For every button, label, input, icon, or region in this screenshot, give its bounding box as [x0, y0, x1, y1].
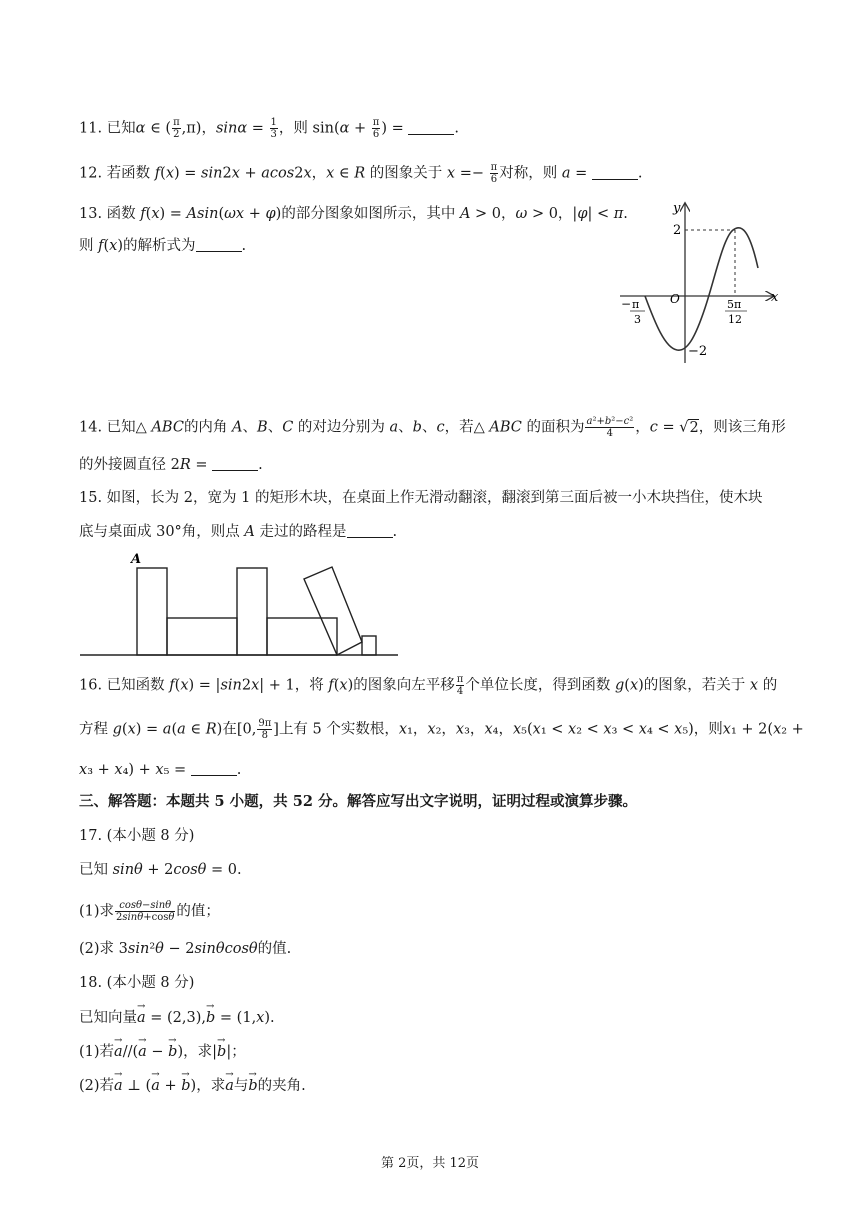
q17-p1a: (1)求 [79, 903, 115, 920]
question-18-head: 18. (本小题 8 分) [79, 975, 195, 991]
q15-end: . [392, 524, 398, 540]
q16-line2d: ，则 [693, 721, 723, 738]
x-left-sign: − [621, 297, 632, 311]
block-position-4 [267, 618, 337, 655]
answer-blank[interactable] [347, 523, 393, 538]
q17-p2b: 的值. [257, 941, 292, 957]
block-position-5 [304, 567, 362, 655]
q12-mid1: ， [311, 165, 327, 182]
question-17-head: 17. (本小题 8 分) [79, 828, 195, 844]
q14-end: . [258, 457, 263, 473]
q18-p1c: ； [231, 1044, 246, 1060]
q12-mid3: 对称，则 [499, 165, 562, 182]
q18-p1b: ，求 [183, 1044, 213, 1060]
q14-prefix: 14. 已知△ [79, 419, 152, 436]
question-18-part1: (1)若→ a//(→ a − → b)，求|→ b|； [79, 1042, 246, 1062]
q14-line2: 的外接圆直径 [79, 457, 171, 473]
question-12: 12. 若函数 f(x) = sin2x + acos2x，x ∈ R 的图象关于 x =− $\frac{\pi}{6}$ 对称，则 a = . [79, 162, 643, 185]
x-axis-label: x [771, 290, 779, 305]
question-13: 13. 函数 f(x) = Asin(ωx + φ)的部分图象如图所示，其中 A > 0，ω > 0，|φ| < π. [79, 206, 628, 222]
y-min-label: −2 [688, 344, 708, 359]
block-position-1 [137, 568, 167, 655]
q14-t6: ，则该三角形 [698, 419, 786, 436]
q17-p1b: 的值； [176, 903, 220, 920]
q16-end: . [236, 762, 242, 778]
q14-t2: 的对边分别为 [293, 419, 390, 436]
question-17-part2: (2)求 3sin²θ − 2sinθcosθ的值. [79, 941, 292, 957]
q12-end: . [637, 165, 643, 182]
q12-mid2: 的图象关于 [365, 165, 447, 182]
rolling-block-figure [78, 548, 408, 660]
question-18-given: 已知向量→ a = (2,3),→ b = (1,x). [79, 1008, 275, 1028]
x-right-den: 12 [728, 313, 742, 326]
point-a-label: A [131, 552, 142, 567]
answer-blank[interactable] [212, 456, 258, 471]
x-left-num: π [632, 298, 640, 311]
origin-label: O [670, 292, 680, 306]
x-right-num: 5π [727, 298, 742, 311]
q16-t3: 个单位长度，得到函数 [465, 677, 615, 694]
q16-t5: 的 [758, 677, 778, 694]
small-stopper-block [362, 636, 376, 655]
question-14: 14. 已知△ ABC的内角 A、B、C 的对边分别为 a、b、c，若△ ABC 的面积为 $\frac{\text{a²+b²−c²}}{4}$ ，c = √2，则该三角形 [79, 416, 786, 439]
q13-mid: 的部分图象如图所示，其中 [281, 206, 460, 222]
block-position-3 [237, 568, 267, 655]
q12-prefix: 12. 若函数 [79, 165, 155, 182]
q18-p2b: ，求 [196, 1078, 226, 1094]
q11-then: ，则 [278, 120, 313, 137]
q16-line2c: 上有 5 个实数根， [278, 721, 399, 738]
q11-end: . [454, 120, 459, 137]
q15-line2b: 走过的路程是 [254, 524, 347, 540]
sine-curve [645, 228, 758, 350]
q16-t4: 的图象，若关于 [643, 677, 750, 694]
answer-blank[interactable] [191, 761, 237, 776]
x-left-den: 3 [634, 313, 641, 326]
q16-t1: ，将 [294, 677, 329, 694]
page-footer: 第 2页，共 12页 [380, 1156, 480, 1171]
q17-given-a: 已知 [79, 862, 113, 878]
q18-given-a: 已知向量 [79, 1010, 137, 1026]
question-13-line2: 则 f(x)的解析式为 . [79, 238, 247, 254]
q14-t1: 的内角 [183, 419, 233, 436]
question-15: 15. 如图，长为 2，宽为 1 的矩形木块，在桌面上作无滑动翻滚，翻滚到第三面后被一小木块挡住，使木块 [79, 490, 763, 506]
question-15-line2: 底与桌面成 30°角，则点 A 走过的路程是 . [79, 524, 398, 540]
question-17-part1: (1)求 $\frac{\cos\theta-\sin\theta}{2\sin\theta+\cos\theta}$ 的值； [79, 900, 220, 923]
block-position-2 [167, 618, 237, 655]
y-axis-label: y [673, 201, 681, 216]
section-3-heading: 三、解答题：本题共 5 小题，共 52 分。解答应写出文字说明，证明过程或演算步骤。 [79, 793, 637, 810]
q11-mid: ， [201, 120, 216, 137]
q13-end: . [241, 238, 247, 254]
q16-line2b: 在 [222, 721, 237, 738]
question-17-given: 已知 sinθ + 2cosθ = 0. [79, 862, 242, 878]
question-16-line2: 方程 g(x) = a(a ∈ R)在[0, $\frac{9\pi}{8}$ ]上有 5 个实数根，x₁，x₂，x₃，x₄，x₅(x₁ < x₂ < x₃ < x₄ < x₅)，则x₁ + 2(x₂ + [79, 718, 804, 741]
q14-t4: 的面积为 [521, 419, 585, 436]
q13-line2b: 的解析式为 [123, 238, 196, 254]
answer-blank[interactable] [592, 165, 638, 180]
q18-p1a: (1)若 [79, 1044, 115, 1060]
q11-prefix: 11. 已知 [79, 120, 136, 137]
question-14-line2: 的外接圆直径 2R = . [79, 457, 263, 473]
q16-line2a: 方程 [79, 721, 113, 738]
q16-prefix: 16. 已知函数 [79, 677, 170, 694]
q18-p2a: (2)若 [79, 1078, 115, 1094]
question-16-line3: x₃ + x₄) + x₅ = . [79, 762, 242, 778]
q14-t5: ， [635, 419, 650, 436]
question-16: 16. 已知函数 f(x) = |sin2x| + 1，将 f(x)的图象向左平移 $\frac{\pi}{4}$ 个单位长度，得到函数 g(x)的图象，若关于 x 的 [79, 674, 778, 697]
q18-p2c: 与 [233, 1078, 249, 1094]
answer-blank[interactable] [196, 237, 242, 252]
q13-line2a: 则 [79, 238, 99, 254]
q14-t3: ，若△ [444, 419, 490, 436]
y-max-label: 2 [673, 223, 682, 238]
q13-prefix: 13. 函数 [79, 206, 141, 222]
q17-given-b: . [236, 862, 242, 878]
q16-t2: 的图象向左平移 [353, 677, 455, 694]
question-11: 11. 已知α ∈ ( $\frac{\pi}{2}$ ,π)，sinα = $\frac{1}{3}$ ，则 sin(α + $\frac{\pi}{6}$ ) = . [79, 117, 459, 140]
q17-p2a: (2)求 [79, 941, 119, 957]
q15-line2a: 底与桌面成 30°角，则点 [79, 524, 245, 540]
question-18-part2: (2)若→ a ⊥ (→ a + → b)，求→ a与→ b的夹角. [79, 1076, 306, 1096]
q18-p2d: 的夹角. [257, 1078, 306, 1094]
answer-blank[interactable] [408, 120, 454, 135]
sine-graph-figure [615, 198, 790, 368]
